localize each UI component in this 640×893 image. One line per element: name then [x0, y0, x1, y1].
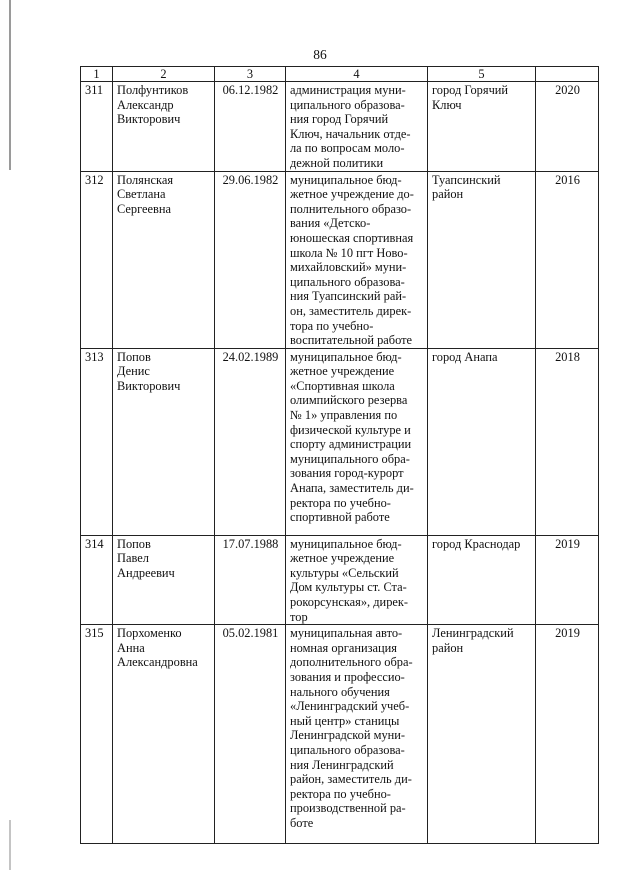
birth-date: 17.07.1988 — [215, 535, 286, 625]
municipality — [428, 535, 536, 625]
register-body — [81, 82, 599, 844]
table-row — [81, 82, 599, 172]
person-name — [113, 171, 215, 348]
page-number: 86 — [313, 47, 327, 62]
organization-line: ния Ленинградский — [290, 757, 394, 772]
person-name-line: Викторович — [117, 378, 181, 393]
organization-line: администрация муни- — [290, 83, 406, 97]
municipality-line: район — [432, 640, 464, 655]
organization-line: ректора по учебно- — [290, 786, 391, 801]
organization-line: № 1» управления по — [290, 408, 398, 423]
register-table — [80, 66, 599, 844]
organization-line: муниципальное бюд- — [290, 536, 402, 551]
birth-date: 29.06.1982 — [215, 171, 286, 348]
row-number: 315 — [81, 625, 113, 844]
municipality-line: город Анапа — [432, 349, 498, 364]
header-cell-municipality: 5 — [428, 67, 536, 82]
municipality-line: город Горячий — [432, 83, 509, 97]
organization-position — [286, 625, 428, 844]
header-cell-organization: 4 — [286, 67, 428, 82]
year: 2020 — [536, 82, 599, 172]
organization-line: тор — [290, 609, 308, 624]
organization-line: муниципальное бюд- — [290, 349, 402, 364]
organization-line: ректора по учебно- — [290, 495, 391, 510]
organization-line: район, заместитель ди- — [290, 772, 412, 787]
organization-line: «Спортивная школа — [290, 378, 395, 393]
organization-line: Дом культуры ст. Ста- — [290, 580, 407, 595]
organization-line: жетное учреждение — [290, 551, 395, 566]
municipality-line: Туапсинский — [432, 172, 501, 187]
person-name-line: Викторович — [117, 112, 181, 127]
organization-line: рокорсунская», дирек- — [290, 595, 409, 610]
organization-line: муниципальная авто- — [290, 626, 403, 641]
person-name-line: Попов — [117, 536, 151, 551]
person-name — [113, 625, 215, 844]
organization-line: тора по учебно- — [290, 318, 374, 333]
person-name-line: Полфунтиков — [117, 83, 189, 97]
organization-line: ла по вопросам моло- — [290, 141, 405, 156]
organization-line: производственной ра- — [290, 801, 406, 816]
organization-line: дополнительного обра- — [290, 655, 413, 670]
birth-date: 24.02.1989 — [215, 348, 286, 535]
row-number: 311 — [81, 82, 113, 172]
person-name — [113, 82, 215, 172]
birth-date: 05.02.1981 — [215, 625, 286, 844]
organization-line: муниципального обра- — [290, 451, 410, 466]
person-name-line: Порхоменко — [117, 626, 182, 641]
person-name-line: Светлана — [117, 187, 166, 202]
organization-line: Ключ, начальник отде- — [290, 126, 411, 141]
year: 2018 — [536, 348, 599, 535]
organization-line: зования и профессио- — [290, 670, 405, 685]
organization-line: физической культуре и — [290, 422, 411, 437]
organization-line: культуры «Сельский — [290, 565, 399, 580]
birth-date: 06.12.1982 — [215, 82, 286, 172]
person-name-line: Анна — [117, 640, 145, 655]
organization-line: ный центр» станицы — [290, 713, 400, 728]
organization-line: он, заместитель дирек- — [290, 303, 412, 318]
row-number: 313 — [81, 348, 113, 535]
person-name — [113, 348, 215, 535]
municipality — [428, 625, 536, 844]
table-row — [81, 171, 599, 348]
organization-line: вания «Детско- — [290, 216, 371, 231]
organization-line: жетное учреждение до- — [290, 187, 414, 202]
organization-line: спорту администрации — [290, 437, 412, 452]
header-row — [81, 67, 599, 82]
organization-line: олимпийского резерва — [290, 393, 408, 408]
organization-line: дежной политики — [290, 155, 384, 170]
organization-line: школа № 10 пгт Ново- — [290, 245, 408, 260]
person-name-line: Андреевич — [117, 565, 175, 580]
organization-line: ципального образова- — [290, 97, 405, 112]
header-cell-name: 2 — [113, 67, 215, 82]
organization-line: «Ленинградский учеб- — [290, 699, 410, 714]
organization-line: воспитательной работе — [290, 333, 413, 348]
organization-line: юношеская спортивная — [290, 230, 414, 245]
organization-line: жетное учреждение — [290, 364, 395, 379]
organization-line: михайловский» муни- — [290, 260, 407, 275]
row-number: 314 — [81, 535, 113, 625]
person-name-line: Попов — [117, 349, 151, 364]
organization-line: ния Туапсинский рай- — [290, 289, 407, 304]
person-name-line: Александровна — [117, 655, 198, 670]
person-name-line: Полянская — [117, 172, 174, 187]
year: 2016 — [536, 171, 599, 348]
organization-line: муниципальное бюд- — [290, 172, 402, 187]
organization-line: спортивной работе — [290, 510, 390, 525]
scan-edge-mark-lower — [9, 820, 11, 870]
municipality-line: Ключ — [432, 97, 462, 112]
municipality — [428, 82, 536, 172]
municipality — [428, 348, 536, 535]
header-cell-year — [536, 67, 599, 82]
header-cell-number: 1 — [81, 67, 113, 82]
row-number: 312 — [81, 171, 113, 348]
organization-line: боте — [290, 815, 314, 830]
year: 2019 — [536, 535, 599, 625]
person-name-line: Денис — [117, 364, 150, 379]
organization-line: нального обучения — [290, 684, 390, 699]
organization-line: ния город Горячий — [290, 112, 389, 127]
table-row — [81, 535, 599, 625]
municipality-line: Ленинградский — [432, 626, 514, 641]
table-row — [81, 348, 599, 535]
organization-line: полнительного образо- — [290, 201, 412, 216]
municipality-line: город Краснодар — [432, 536, 521, 551]
organization-line: Анапа, заместитель ди- — [290, 481, 414, 496]
organization-position — [286, 82, 428, 172]
table-row — [81, 625, 599, 844]
organization-line: ципального образова- — [290, 743, 405, 757]
municipality-line: район — [432, 187, 464, 202]
scan-edge-mark — [9, 0, 11, 170]
municipality — [428, 171, 536, 348]
organization-position — [286, 348, 428, 535]
person-name — [113, 535, 215, 625]
organization-line: зования город-курорт — [290, 466, 404, 481]
header-cell-birth-date: 3 — [215, 67, 286, 82]
organization-position — [286, 535, 428, 625]
person-name-line: Александр — [117, 97, 174, 112]
organization-line: номная организация — [290, 640, 397, 655]
person-name-line: Павел — [117, 551, 149, 566]
organization-position — [286, 171, 428, 348]
organization-line: Ленинградской муни- — [290, 728, 406, 743]
person-name-line: Сергеевна — [117, 201, 172, 216]
organization-line: ципального образова- — [290, 274, 405, 289]
year: 2019 — [536, 625, 599, 844]
